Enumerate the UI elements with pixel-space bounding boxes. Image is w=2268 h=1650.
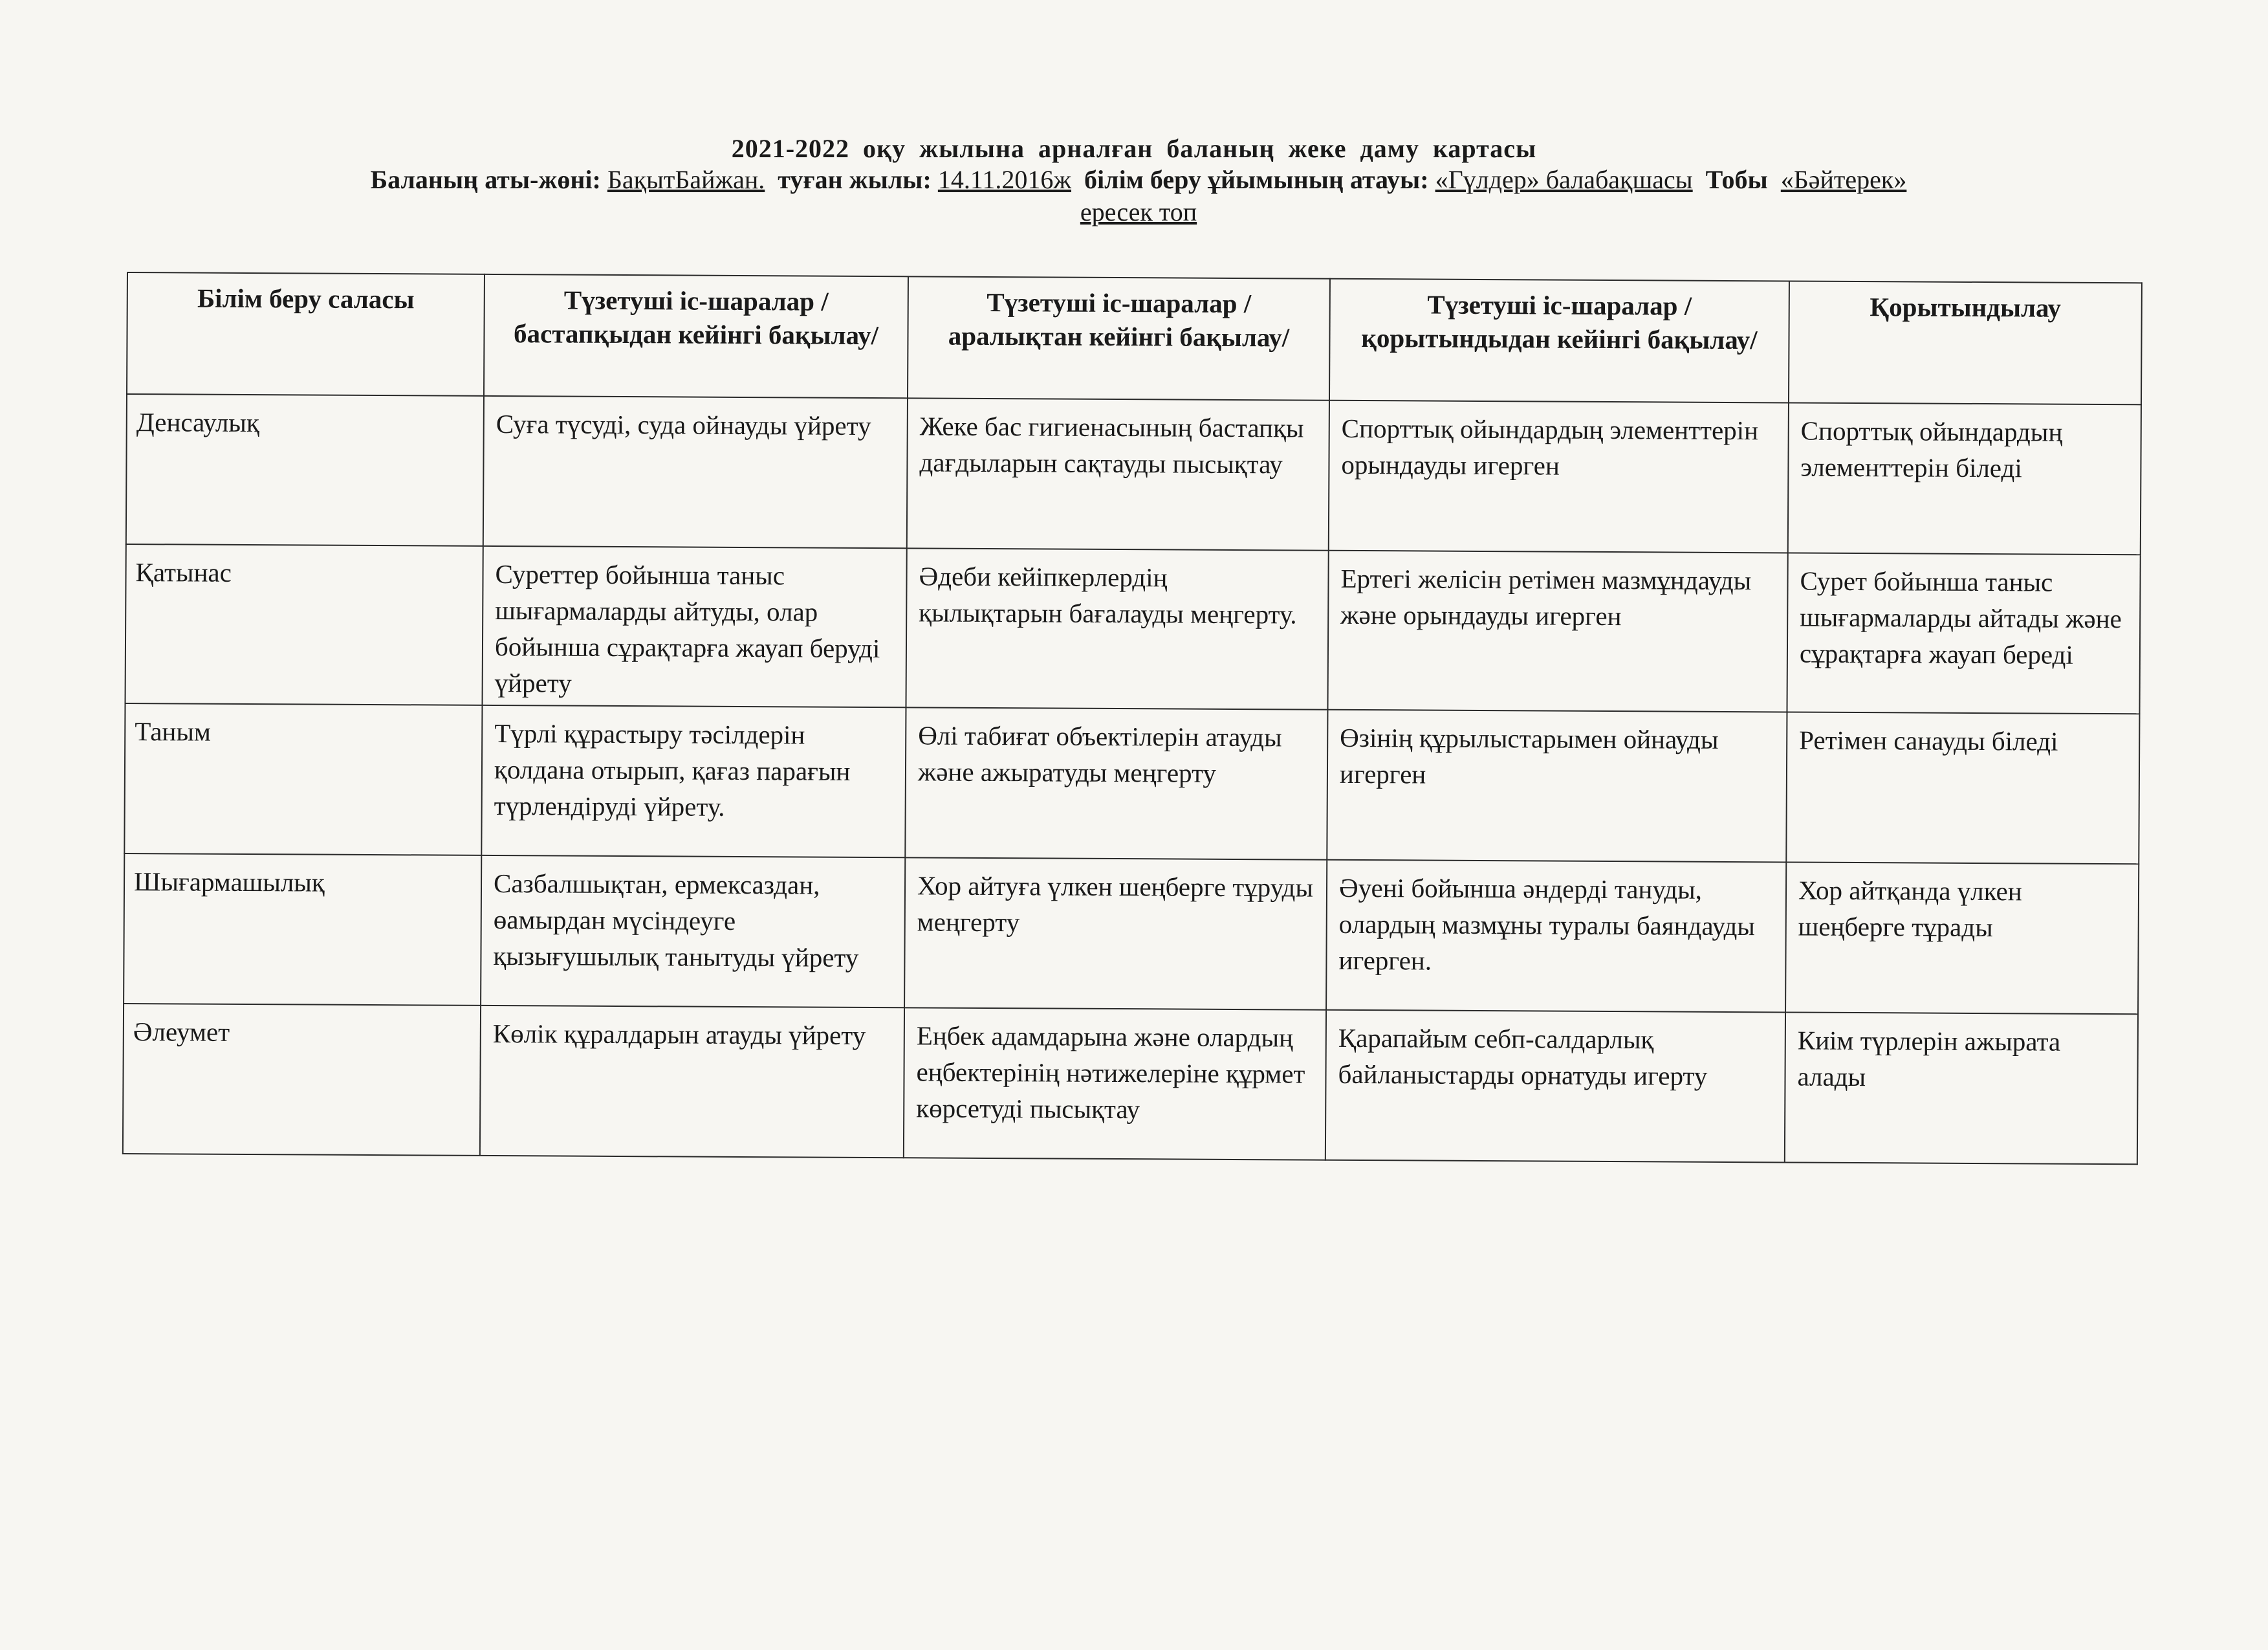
table-row — [123, 1004, 2138, 1164]
column-header-summary: Қорытындылау — [1789, 281, 2142, 404]
cell-initial: Суреттер бойынша таныс шығармаларды айтуды, олар бойынша сұрақтарға жауап беруді үйрету — [483, 546, 907, 707]
table-row — [125, 544, 2141, 714]
cell-intermediate: Еңбек адамдарына және олардың еңбектерінің нәтижелеріне құрмет көрсетуді пысықтау — [904, 1007, 1326, 1160]
cell-summary: Ретімен санауды біледі — [1786, 712, 2139, 864]
cell-summary: Хор айтқанда үлкен шеңберге тұрады — [1785, 862, 2139, 1014]
group-value-continued: ересек топ — [1080, 197, 1197, 226]
document-header — [0, 133, 2268, 165]
cell-area: Денсаулық — [126, 394, 484, 546]
org-value: «Гүлдер» балабақшасы — [1435, 165, 1693, 194]
cell-area: Әлеумет — [123, 1004, 481, 1156]
table-row — [124, 853, 2139, 1014]
org-label: білім беру ұйымының атауы: — [1084, 165, 1429, 194]
name-value: БақытБайжан. — [607, 165, 765, 194]
birth-value: 14.11.2016ж — [937, 165, 1072, 194]
group-value: «Бәйтерек» — [1780, 165, 1907, 194]
cell-intermediate: Әдеби кейіпкерлердің қылықтарын бағалауды меңгерту. — [906, 548, 1328, 709]
cell-intermediate: Хор айтуға үлкен шеңберге тұруды меңгерту — [904, 857, 1327, 1009]
cell-final: Спорттық ойындардың элементтерін орындауды игерген — [1329, 401, 1789, 553]
cell-final: Өзінің құрылыстарымен ойнауды игерген — [1327, 710, 1787, 863]
group-label: Тобы — [1705, 165, 1768, 194]
table-header-row — [127, 272, 2142, 404]
cell-intermediate: Жеке бас гигиенасының бастапқы дағдыларын сақтауды пысықтау — [907, 398, 1329, 550]
column-header-final: Түзетуші іс-шаралар / қорытындыдан кейінгі бақылау/ — [1329, 279, 1789, 403]
cell-initial: Сазбалшықтан, ермексаздан, өамырдан мүсіндеуге қызығушылық танытуды үйрету — [481, 855, 905, 1007]
cell-area: Қатынас — [125, 544, 483, 705]
child-info-line — [175, 164, 2102, 228]
table-row — [124, 703, 2139, 864]
cell-area: Таным — [124, 703, 482, 855]
column-header-area: Білім беру саласы — [127, 272, 485, 396]
name-label: Баланың аты-жөні: — [370, 165, 601, 194]
cell-initial: Суға түсуді, суда ойнауды үйрету — [483, 396, 908, 548]
cell-final: Әуені бойынша әндерді тануды, олардың мазмұны туралы баяндауды игерген. — [1326, 860, 1786, 1013]
column-header-intermediate: Түзетуші іс-шаралар / аралықтан кейінгі бақылау/ — [908, 276, 1330, 400]
cell-final: Қарапайым себп-салдарлық байланыстарды орнатуды игерту — [1325, 1010, 1785, 1163]
document-title: 2021-2022 оқу жылына арналған баланың жеке даму картасы — [731, 134, 1537, 163]
cell-intermediate: Өлі табиғат объектілерін атауды және ажыратуды меңгерту — [905, 707, 1327, 859]
development-card-table — [122, 272, 2143, 1165]
cell-summary: Киім түрлерін ажырата алады — [1785, 1012, 2138, 1164]
birth-label: туған жылы: — [778, 165, 932, 194]
cell-area: Шығармашылық — [124, 853, 481, 1006]
cell-initial: Көлік құралдарын атауды үйрету — [480, 1006, 904, 1158]
column-header-initial: Түзетуші іс-шаралар /бастапқыдан кейінгі бақылау/ — [484, 274, 908, 398]
table-row — [126, 394, 2141, 555]
cell-initial: Түрлі құрастыру тәсілдерін қолдана отырып, қағаз парағын түрлендіруді үйрету. — [481, 705, 906, 857]
cell-final: Ертегі желісін ретімен мазмұндауды және орындауды игерген — [1327, 551, 1787, 712]
cell-summary: Спорттық ойындардың элементтерін біледі — [1788, 402, 2141, 555]
cell-summary: Сурет бойынша таныс шығармаларды айтады және сұрақтарға жауап береді — [1787, 553, 2140, 714]
